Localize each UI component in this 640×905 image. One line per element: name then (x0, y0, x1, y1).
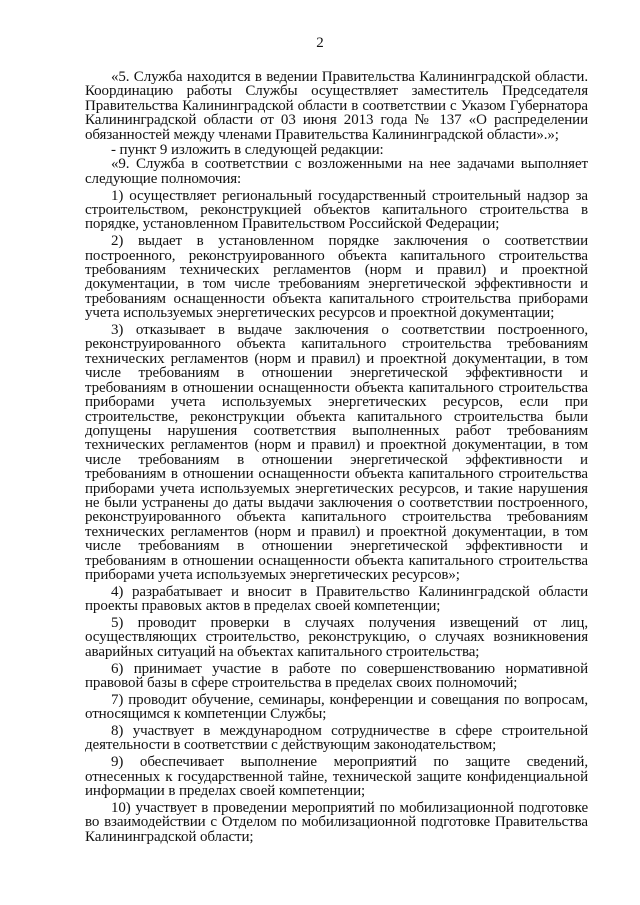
list-item-1: 1) осуществляет региональный государственный строительный надзор за строительством, реконструкцией объектов капитального строительства в порядке, установленном Правительством Российской Федерации; (85, 187, 588, 233)
list-item-6: 6) принимает участие в работе по совершенствованию нормативной правовой базы в сфере строительства в пределах своих полномочий; (85, 660, 588, 691)
list-item-8: 8) участвует в международном сотрудничестве в сфере строительной деятельности в соответствии с действующим законодательством; (85, 723, 588, 754)
list-item-2: 2) выдает в установленном порядке заключения о соответствии построенного, реконструированного объекта капитального строительства требованиям технических регламентов (норм и правил) и проектной документации, в том числе требованиям энергетической эффективности и требованиям оснащенности объекта капитального строительства приборами учета используемых энергетических ресурсов и проектной документации; (85, 233, 588, 322)
list-item-10: 10) участвует в проведении мероприятий по мобилизационной подготовке во взаимодействии с Отделом по мобилизационной подготовке Правительства Калининградской области; (85, 799, 588, 845)
paragraph-amendment-note: - пункт 9 изложить в следующей редакции: (111, 141, 384, 158)
paragraph-clause-5: «5. Служба находится в ведении Правительства Калининградской области. Координацию работы Службы осуществляет заместитель Председателя Правительства Калининградской области в соответствии с Указом Губернатора Калининградской области от 03 июня 2013 года № 137 «О распределении обязанностей между членами Правительства Калининградской области».»; (85, 69, 588, 143)
list-item-9: 9) обеспечивает выполнение мероприятий по защите сведений, отнесенных к государственной тайне, технической защите конфиденциальной информации в пределах своей компетенции; (85, 754, 588, 800)
paragraph-clause-9-intro: «9. Служба в соответствии с возложенными на нее задачами выполняет следующие полномочия: (85, 156, 588, 187)
list-item-5: 5) проводит проверки в случаях получения извещений от лиц, осуществляющих строительство, реконструкцию, о случаях возникновения аварийных ситуаций на объектах капитального строительства; (85, 614, 588, 660)
list-item-4: 4) разрабатывает и вносит в Правительство Калининградской области проекты правовых актов в пределах своей компетенции; (85, 583, 588, 615)
list-item-3: 3) отказывает в выдаче заключения о соответствии построенного, реконструированного объекта капитального строительства требованиям технических регламентов (норм и правил) и проектной документации, в том числе требованиям в отношении энергетической эффективности и требованиям в отношении оснащенности объекта капитального строительства приборами учета используемых энергетических ресурсов, если при строительстве, реконструкции объекта капитального строительства были допущены нарушения соответствия выполненных работ требованиям технических регламентов (норм и правил) и проектной документации, в том числе требованиям в отношении энергетической эффективности и требованиям в отношении оснащенности объекта капитального строительства приборами учета используемых энергетических ресурсов, и такие нарушения не были устранены до даты выдачи заключения о соответствии построенного, реконструированного объекта капитального строительства требованиям технических регламентов (норм и правил) и проектной документации, в том числе требованиям в отношении энергетической эффективности и требованиям в отношении оснащенности объекта капитального строительства приборами учета используемых энергетических ресурсов»; (85, 322, 588, 583)
page-number: 2 (316, 35, 324, 51)
document-body (85, 70, 588, 846)
list-item-7: 7) проводит обучение, семинары, конференции и совещания по вопросам, относящимся к компетенции Службы; (85, 691, 588, 723)
